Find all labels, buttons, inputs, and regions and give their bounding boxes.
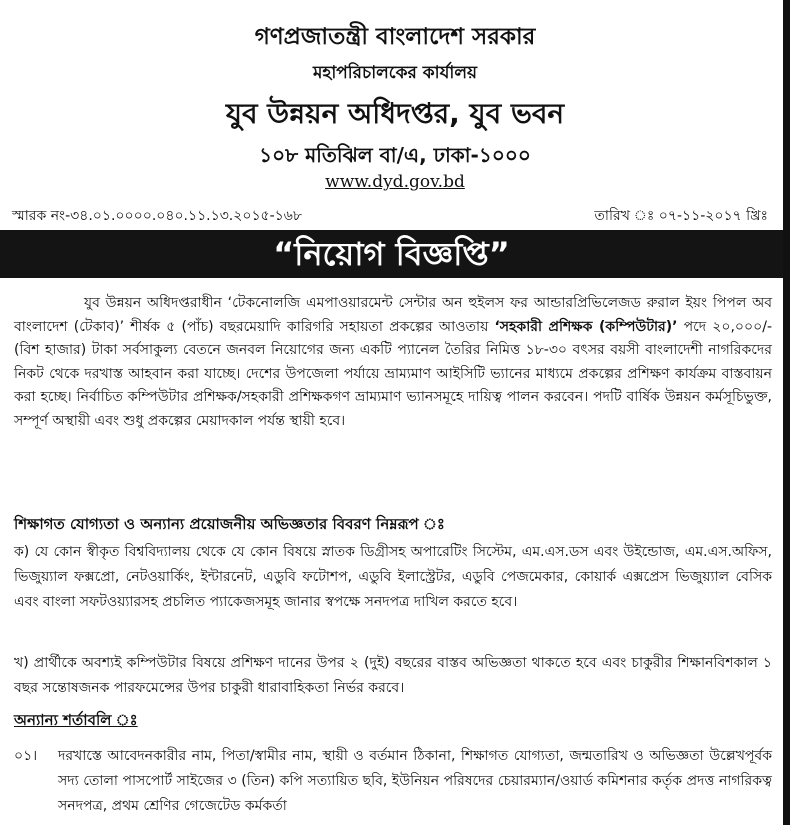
conditions-heading-wrap [14,709,138,734]
website [0,172,790,192]
post-name: ‘সহকারী প্রশিক্ষক (কম্পিউটার)’ [494,318,678,335]
intro-text-2: পদে ২০,০০০/- (বিশ হাজার) টাকা সর্বসাকুল্য বেতনে জনবল নিয়োগের জন্য একটি প্যানেল তৈরির নিমিত্ত ১৮-৩০ বৎসর বয়সী বাংলাদেশী নাগরিকদের নিকট থেকে দরখাস্ত আহবান করা যাচ্ছে। দেশের উপজেলা পর্যায়ে ভ্রাম্যমাণ আইসিটি ভ্যানের মাধ্যমে প্রকল্পের প্রশিক্ষণ কার্যক্রম বাস্তবায়ন করা হচ্ছে। নির্বাচিত কম্পিউটার প্রশিক্ষক/সহকারী প্রশিক্ষকগণ ভ্রাম্যমাণ ভ্যানসমূহে দায়িত্ব পালন করবেন। পদটি বার্ষিক উন্নয়ন কর্মসূচিভুক্ত, সম্পূর্ণ অস্থায়ী এবং শুধু প্রকল্পের মেয়াদকাল পর্যন্ত স্থায়ী হবে। [14,318,772,429]
website-link[interactable]: www.dyd.gov.bd [325,172,465,192]
circular-title-banner: “নিয়োগ বিজ্ঞপ্তি” [0,230,783,278]
conditions-heading: অন্যান্য শর্তাবলি ঃ [14,711,138,729]
qualification-item-kha: খ) প্রার্থীকে অবশ্যই কম্পিউটার বিষয়ে প্রশিক্ষণ দানের উপর ২ (দুই) বছরের বাস্তব অভিজ্ঞতা থাকতে হবে এবং চাকুরীর শিক্ষানবিশকাল ১ বছর সন্তোষজনক পারফমেন্সের উপর চাকুরী ধারাবাহিকতা নির্ভর করবে। [14,655,772,696]
government-title: গণপ্রজাতন্ত্রী বাংলাদেশ সরকার [254,24,536,50]
intro-text-1: যুব উন্নয়ন অধিদপ্তরাধীন ‘টেকনোলজি এমপাওয়ারমেন্ট সেন্টার অন হুইলস ফর আন্ডারপ্রিভিলেজড রুরাল ইয়ং পিপল অব বাংলাদেশ (টেকাব)’ শীর্ষক ৫ (পাঁচ) বছরমেয়াদি কারিগরি সহায়তা প্রকল্পের আওতায় [14,295,772,335]
office-title: মহাপরিচালকের কার্যালয় [312,63,478,83]
memo-reference: স্মারক নং-৩৪.০১.০০০০.০৪০.১১.১৩.২০১৫-১৬৮ [12,208,302,224]
address: ১০৮ মতিঝিল বা/এ, ঢাকা-১০০০ [259,143,531,167]
intro-paragraph [14,292,772,433]
condition-text: দরখাস্তে আবেদনকারীর নাম, পিতা/স্বামীর নাম, স্থায়ী ও বর্তমান ঠিকানা, শিক্ষাগত যোগ্যতা, জন্মতারিখ ও অভিজ্ঞতা উল্লেখপূর্বক সদ্য তোলা পাসপোর্ট সাইজের ৩ (তিন) কপি সত্যায়িত ছবি, ইউনিয়ন পরিষদের চেয়ারম্যান/ওয়ার্ড কমিশনার কর্তৃক প্রদত্ত নাগরিকত্ব সনদপত্র, প্রথম শ্রেণির গেজেটেড কর্মকর্তা [58,748,772,814]
qualification-item-ka: ক) যে কোন স্বীকৃত বিশ্ববিদ্যালয় থেকে যে কোন বিষয়ে স্নাতক ডিগ্রীসহ অপারেটিং সিস্টেম, এম.এস.ডস এবং উইন্ডোজ, এম.এস.অফিস, ভিজুয়্যাল ফক্সপ্রো, নেটওয়ার্কিং, ইন্টারনেট, এডুবি ফটোশপ, এডুবি ইলাস্ট্রেটর, এডুবি পেজমেকার, কোয়ার্ক এক্সপ্রেস ভিজুয়্যাল বেসিক এবং বাংলা সফটওয়্যারসহ প্রচলিত প্যাকেজসমূহ জানার স্বপক্ষে সনদপত্র দাখিল করতে হবে। [14,544,772,610]
department-title: যুব উন্নয়ন অধিদপ্তর, যুব ভবন [225,97,565,130]
qualifications-heading: শিক্ষাগত যোগ্যতা ও অন্যান্য প্রয়োজনীয় অভিজ্ঞতার বিবরণ নিম্নরূপ ঃ [14,515,445,533]
memo-date: তারিখ ঃ ০৭-১১-২০১৭ খ্রিঃ [594,208,768,224]
condition-number: ০১। [14,748,38,764]
